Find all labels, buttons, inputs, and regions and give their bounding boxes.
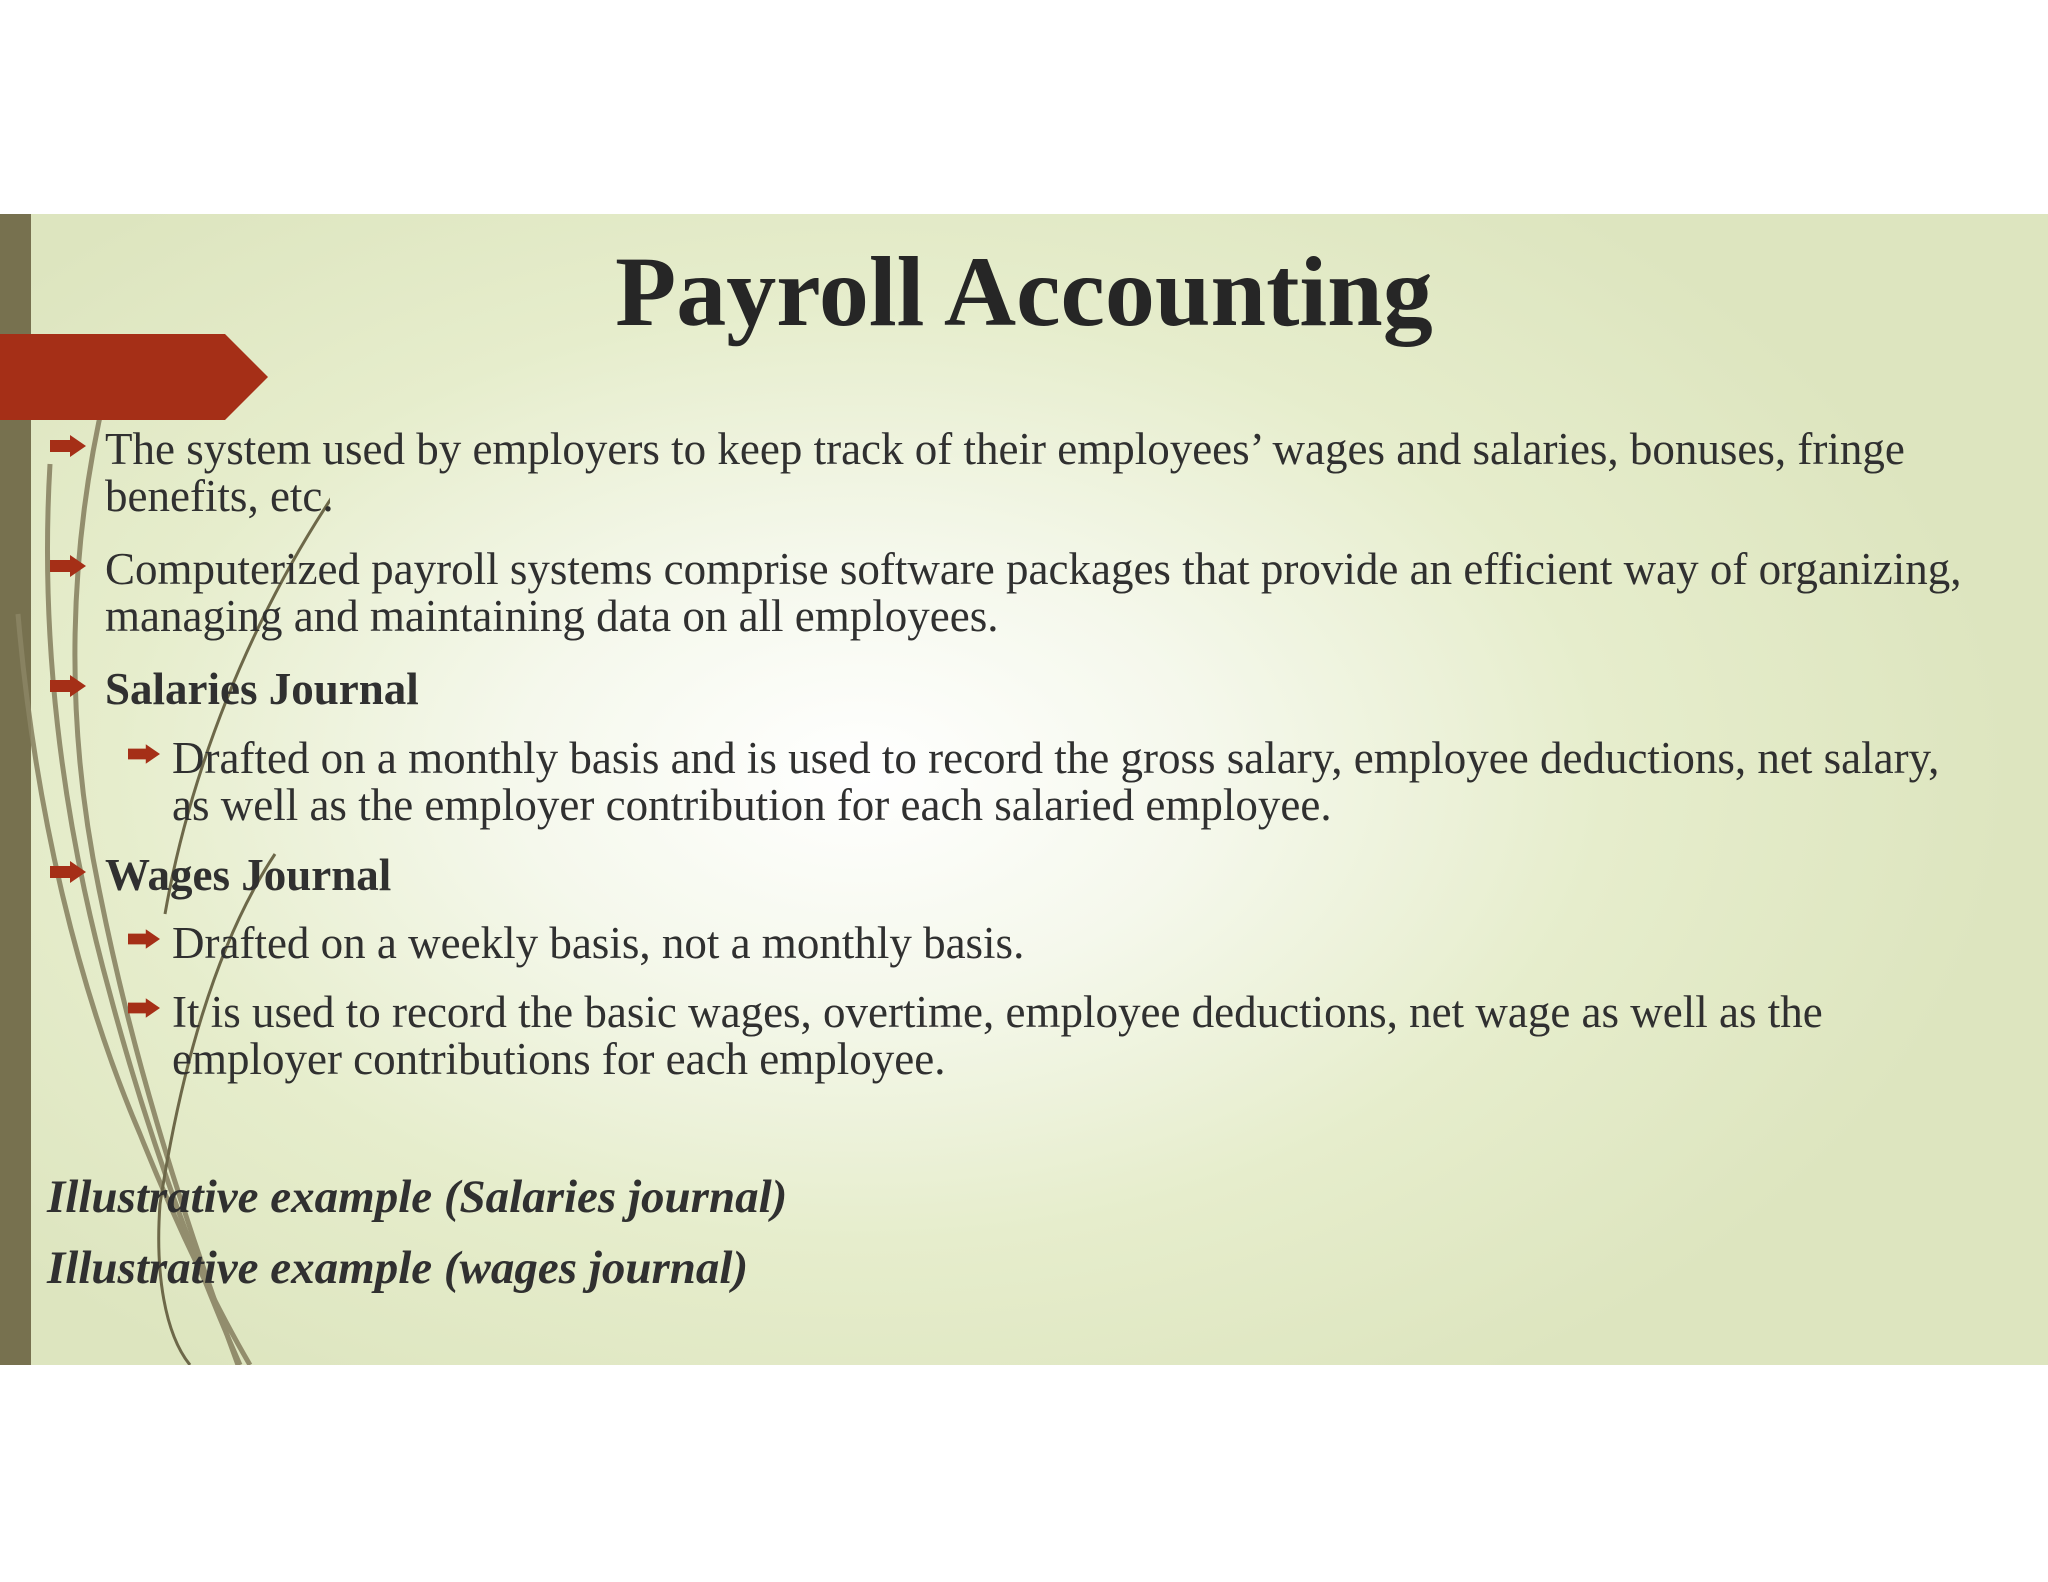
arrow-bullet-icon [128, 744, 160, 764]
sub-bullet-salaries-description: Drafted on a monthly basis and is used to record the gross salary, employee deductions, net salary, as well as the employer contribution for each salaried employee. [172, 735, 1972, 829]
illustrative-example-salaries: Illustrative example (Salaries journal) [47, 1171, 788, 1223]
arrow-bullet-icon [50, 861, 86, 883]
arrow-bullet-icon [50, 555, 86, 577]
bullet-item-wages-journal: Wages Journal [105, 852, 2030, 899]
slide [0, 214, 2048, 1365]
bullet-item-payroll-system: The system used by employers to keep track of their employees’ wages and salaries, bonuses, fringe benefits, etc. [105, 426, 2030, 520]
arrow-bullet-icon [50, 435, 86, 457]
sub-bullet-wages-frequency: Drafted on a weekly basis, not a monthly basis. [172, 920, 1972, 967]
bullet-item-computerized-systems: Computerized payroll systems comprise software packages that provide an efficient way of organizing, managing and maintaining data on all employees. [105, 546, 2030, 640]
arrow-bullet-icon [128, 929, 160, 949]
bullet-item-salaries-journal: Salaries Journal [105, 666, 2030, 713]
slide-title: Payroll Accounting [615, 236, 1433, 347]
sub-bullet-wages-description: It is used to record the basic wages, overtime, employee deductions, net wage as well as the employer contributions for each employee. [172, 989, 1972, 1083]
arrow-bullet-icon [50, 675, 86, 697]
illustrative-example-wages: Illustrative example (wages journal) [47, 1242, 749, 1294]
arrow-bullet-icon [128, 998, 160, 1018]
